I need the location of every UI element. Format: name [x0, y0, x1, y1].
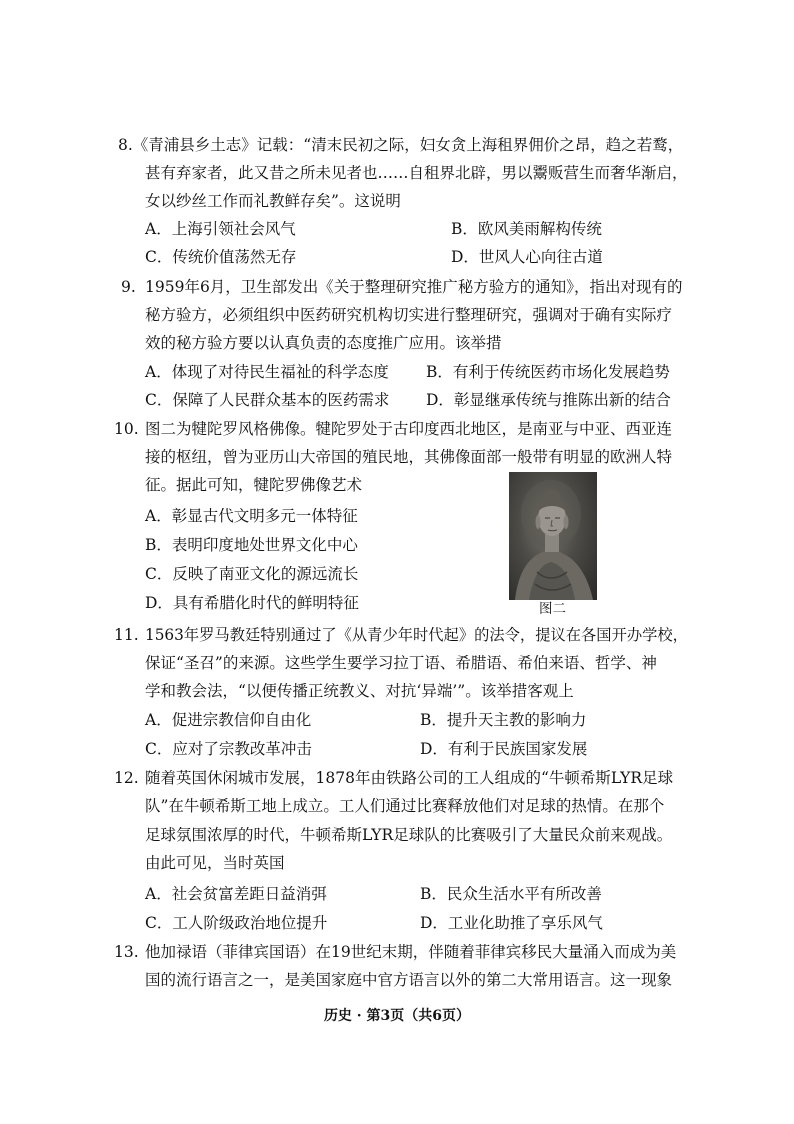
q8-line-2: 甚有弃家者，此又昔之所未见者也……自租界北辟，男以鬻贩营生而奢华渐启， — [145, 164, 688, 182]
q11-line-2: 保证“圣召”的来源。这些学生要学习拉丁语、希腊语、希伯来语、哲学、神 — [145, 654, 657, 672]
q12-option-a: A．社会贫富差距日益消弭 — [145, 885, 327, 903]
q11-option-c: C．应对了宗教改革冲击 — [145, 740, 312, 758]
q12-line-1: 随着英国休闲城市发展，1878年由铁路公司的工人组成的“牛顿希斯LYR足球 — [145, 769, 674, 787]
q9-option-a: A．体现了对待民生福祉的科学态度 — [145, 363, 389, 381]
q10-line-1: 图二为犍陀罗风格佛像。犍陀罗处于古印度西北地区，是南亚与中亚、西亚连 — [145, 420, 673, 438]
q9-line-3: 效的秘方验方要以认真负责的态度推广应用。该举措 — [145, 334, 502, 352]
q11-option-b: B．提升天主教的影响力 — [420, 711, 587, 729]
q11-line-3: 学和教会法，“以便传播正统教义、对抗‘异端’”。该举措客观上 — [145, 682, 574, 700]
q8-line-1: 8.《青浦县乡土志》记载：“清末民初之际，妇女贪上海租界佣价之昂，趋之若鹜， — [118, 136, 684, 154]
q12-number: 12. — [114, 769, 139, 787]
q9-option-b: B．有利于传统医药市场化发展趋势 — [426, 363, 670, 381]
q10-option-b: B．表明印度地处世界文化中心 — [145, 536, 358, 554]
q8-option-a: A．上海引领社会风气 — [145, 220, 296, 238]
q12-line-2: 队”在牛顿希斯工地上成立。工人们通过比赛释放他们对足球的热情。在那个 — [145, 797, 665, 815]
q9-option-d: D．彰显继承传统与推陈出新的结合 — [426, 391, 671, 409]
page-footer: 历史 · 第3页（共6页） — [323, 1008, 471, 1024]
q12-line-4: 由此可见，当时英国 — [145, 854, 285, 872]
q12-option-d: D．工业化助推了享乐风气 — [420, 914, 603, 932]
q10-line-2: 接的枢纽，曾为亚历山大帝国的殖民地，其佛像面部一般带有明显的欧洲人特 — [145, 448, 673, 466]
q8-option-d: D．世风人心向往古道 — [451, 248, 603, 266]
q12-line-3: 足球氛围浓厚的时代，牛顿希斯LYR足球队的比赛吸引了大量民众前来观战。 — [145, 826, 673, 844]
q9-line-2: 秘方验方，必须组织中医药研究机构切实进行整理研究，强调对于确有实际疗 — [145, 306, 673, 324]
q10-option-c: C．反映了南亚文化的源远流长 — [145, 565, 359, 583]
q9-number: 9. — [121, 278, 136, 296]
q12-option-b: B．民众生活水平有所改善 — [420, 885, 602, 903]
q11-option-d: D．有利于民族国家发展 — [420, 740, 588, 758]
q10-line-3: 征。据此可知，犍陀罗佛像艺术 — [145, 476, 363, 494]
q10-option-a: A．彰显古代文明多元一体特征 — [145, 507, 358, 525]
figure-caption: 图二 — [539, 601, 566, 617]
gandhara-buddha-image — [509, 472, 597, 600]
q9-line-1: 1959年6月，卫生部发出《关于整理研究推广秘方验方的通知》，指出对现有的 — [145, 278, 683, 296]
q13-number: 13. — [114, 943, 139, 961]
q9-option-c: C．保障了人民群众基本的医药需求 — [145, 391, 390, 409]
q11-line-1: 1563年罗马教廷特别通过了《从青少年时代起》的法令，提议在各国开办学校， — [145, 626, 688, 644]
q11-option-a: A．促进宗教信仰自由化 — [145, 711, 312, 729]
q12-option-c: C．工人阶级政治地位提升 — [145, 914, 328, 932]
q8-line-3: 女以纱丝工作而礼教鲜存矣”。这说明 — [145, 192, 401, 210]
q11-number: 11. — [114, 626, 139, 644]
q8-option-c: C．传统价值荡然无存 — [145, 248, 297, 266]
q8-option-b: B．欧风美雨解构传统 — [451, 220, 602, 238]
q10-number: 10. — [114, 420, 139, 438]
q10-option-d: D．具有希腊化时代的鲜明特征 — [145, 594, 359, 612]
q13-line-1: 他加禄语（菲律宾国语）在19世纪末期，伴随着菲律宾移民大量涌入而成为美 — [145, 943, 677, 961]
q13-line-2: 国的流行语言之一，是美国家庭中官方语言以外的第二大常用语言。这一现象 — [145, 971, 673, 989]
